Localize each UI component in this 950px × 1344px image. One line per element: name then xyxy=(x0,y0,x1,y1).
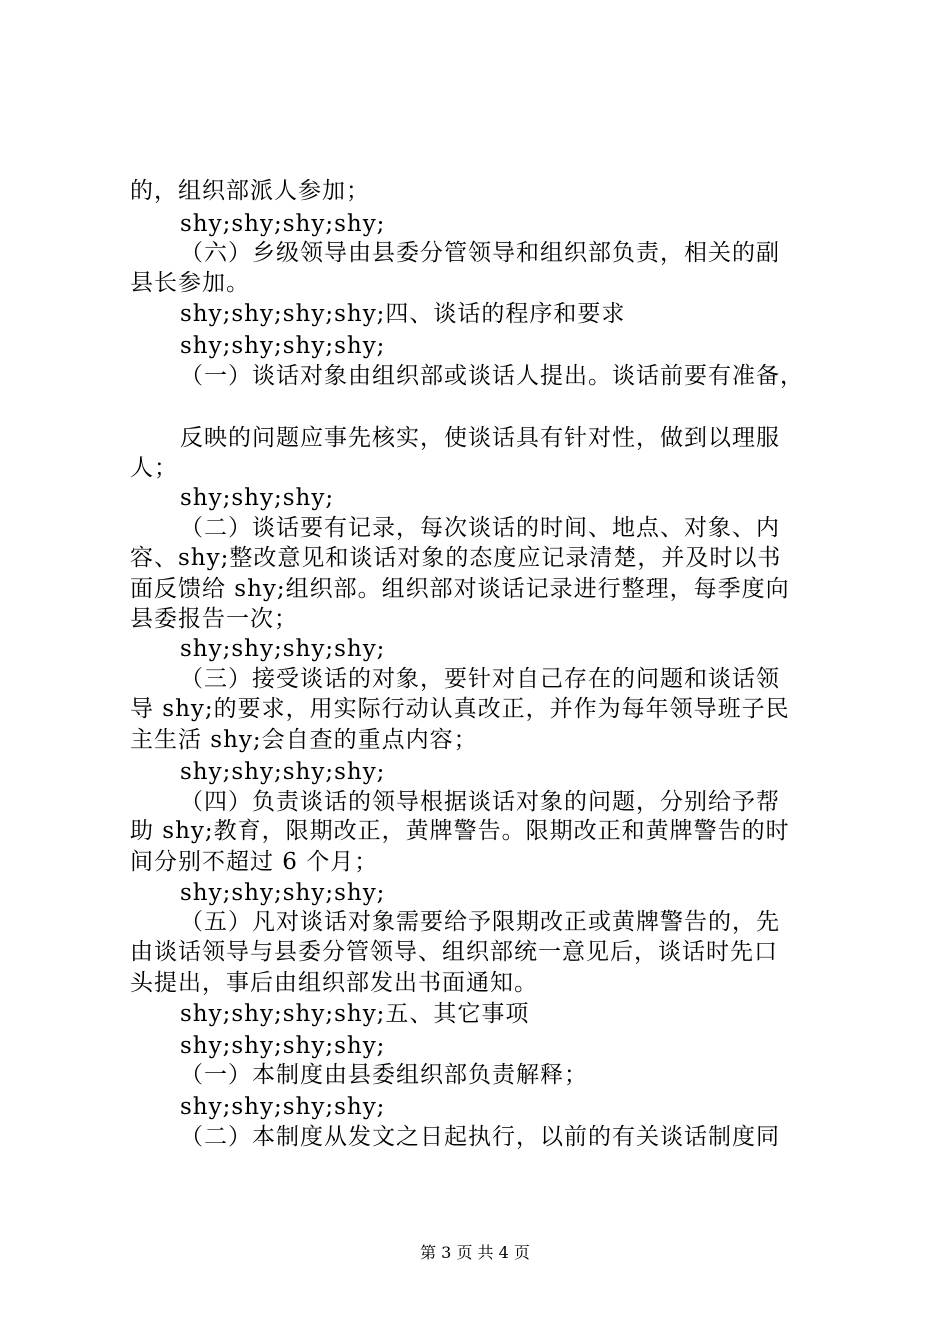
text-line: （一）本制度由县委组织部负责解释； xyxy=(180,1062,588,1088)
text-line: 的，组织部派人参加； xyxy=(130,178,370,204)
text-line: 县长参加。 xyxy=(130,270,250,296)
text-line: shy;shy;shy;shy;五、其它事项 xyxy=(180,1001,530,1027)
text-line: 县委报告一次； xyxy=(130,606,298,632)
text-line: （六）乡级领导由县委分管领导和组织部负责，相关的副 xyxy=(180,240,780,266)
text-line: shy;shy;shy;shy;四、谈话的程序和要求 xyxy=(180,301,626,327)
text-line: （五）凡对谈话对象需要给予限期改正或黄牌警告的，先 xyxy=(180,909,780,935)
text-line: 间分别不超过 6 个月； xyxy=(130,849,379,875)
text-line: shy;shy;shy; xyxy=(180,485,335,511)
text-line: 面反馈给 shy;组织部。组织部对谈话记录进行整理，每季度向 xyxy=(130,576,790,602)
text-line: shy;shy;shy;shy; xyxy=(180,880,386,906)
text-line: 人； xyxy=(130,455,178,481)
text-line: （二）谈话要有记录，每次谈话的时间、地点、对象、内 xyxy=(180,515,780,541)
text-line: （三）接受谈话的对象，要针对自己存在的问题和谈话领 xyxy=(180,666,780,692)
text-line: shy;shy;shy;shy; xyxy=(180,211,386,237)
text-line: （一）谈话对象由组织部或谈话人提出。谈话前要有准备， xyxy=(180,363,804,389)
text-line: 容、shy;整改意见和谈话对象的态度应记录清楚，并及时以书 xyxy=(130,545,782,571)
text-line: shy;shy;shy;shy; xyxy=(180,636,386,662)
text-line: 头提出，事后由组织部发出书面通知。 xyxy=(130,970,538,996)
text-line: shy;shy;shy;shy; xyxy=(180,1033,386,1059)
text-line: shy;shy;shy;shy; xyxy=(180,1094,386,1120)
text-line: shy;shy;shy;shy; xyxy=(180,333,386,359)
text-line: shy;shy;shy;shy; xyxy=(180,759,386,785)
text-line: 助 shy;教育，限期改正，黄牌警告。限期改正和黄牌警告的时 xyxy=(130,818,790,844)
text-line: 由谈话领导与县委分管领导、组织部统一意见后，谈话时先口 xyxy=(130,939,778,965)
page-footer: 第 3 页 共 4 页 xyxy=(420,1243,530,1262)
text-line: 反映的问题应事先核实，使谈话具有针对性，做到以理服 xyxy=(180,425,780,451)
text-line: 主生活 shy;会自查的重点内容； xyxy=(130,727,478,753)
text-line: （四）负责谈话的领导根据谈话对象的问题，分别给予帮 xyxy=(180,789,780,815)
text-line: 导 shy;的要求，用实际行动认真改正，并作为每年领导班子民 xyxy=(130,696,790,722)
text-line: （二）本制度从发文之日起执行，以前的有关谈话制度同 xyxy=(180,1124,780,1150)
